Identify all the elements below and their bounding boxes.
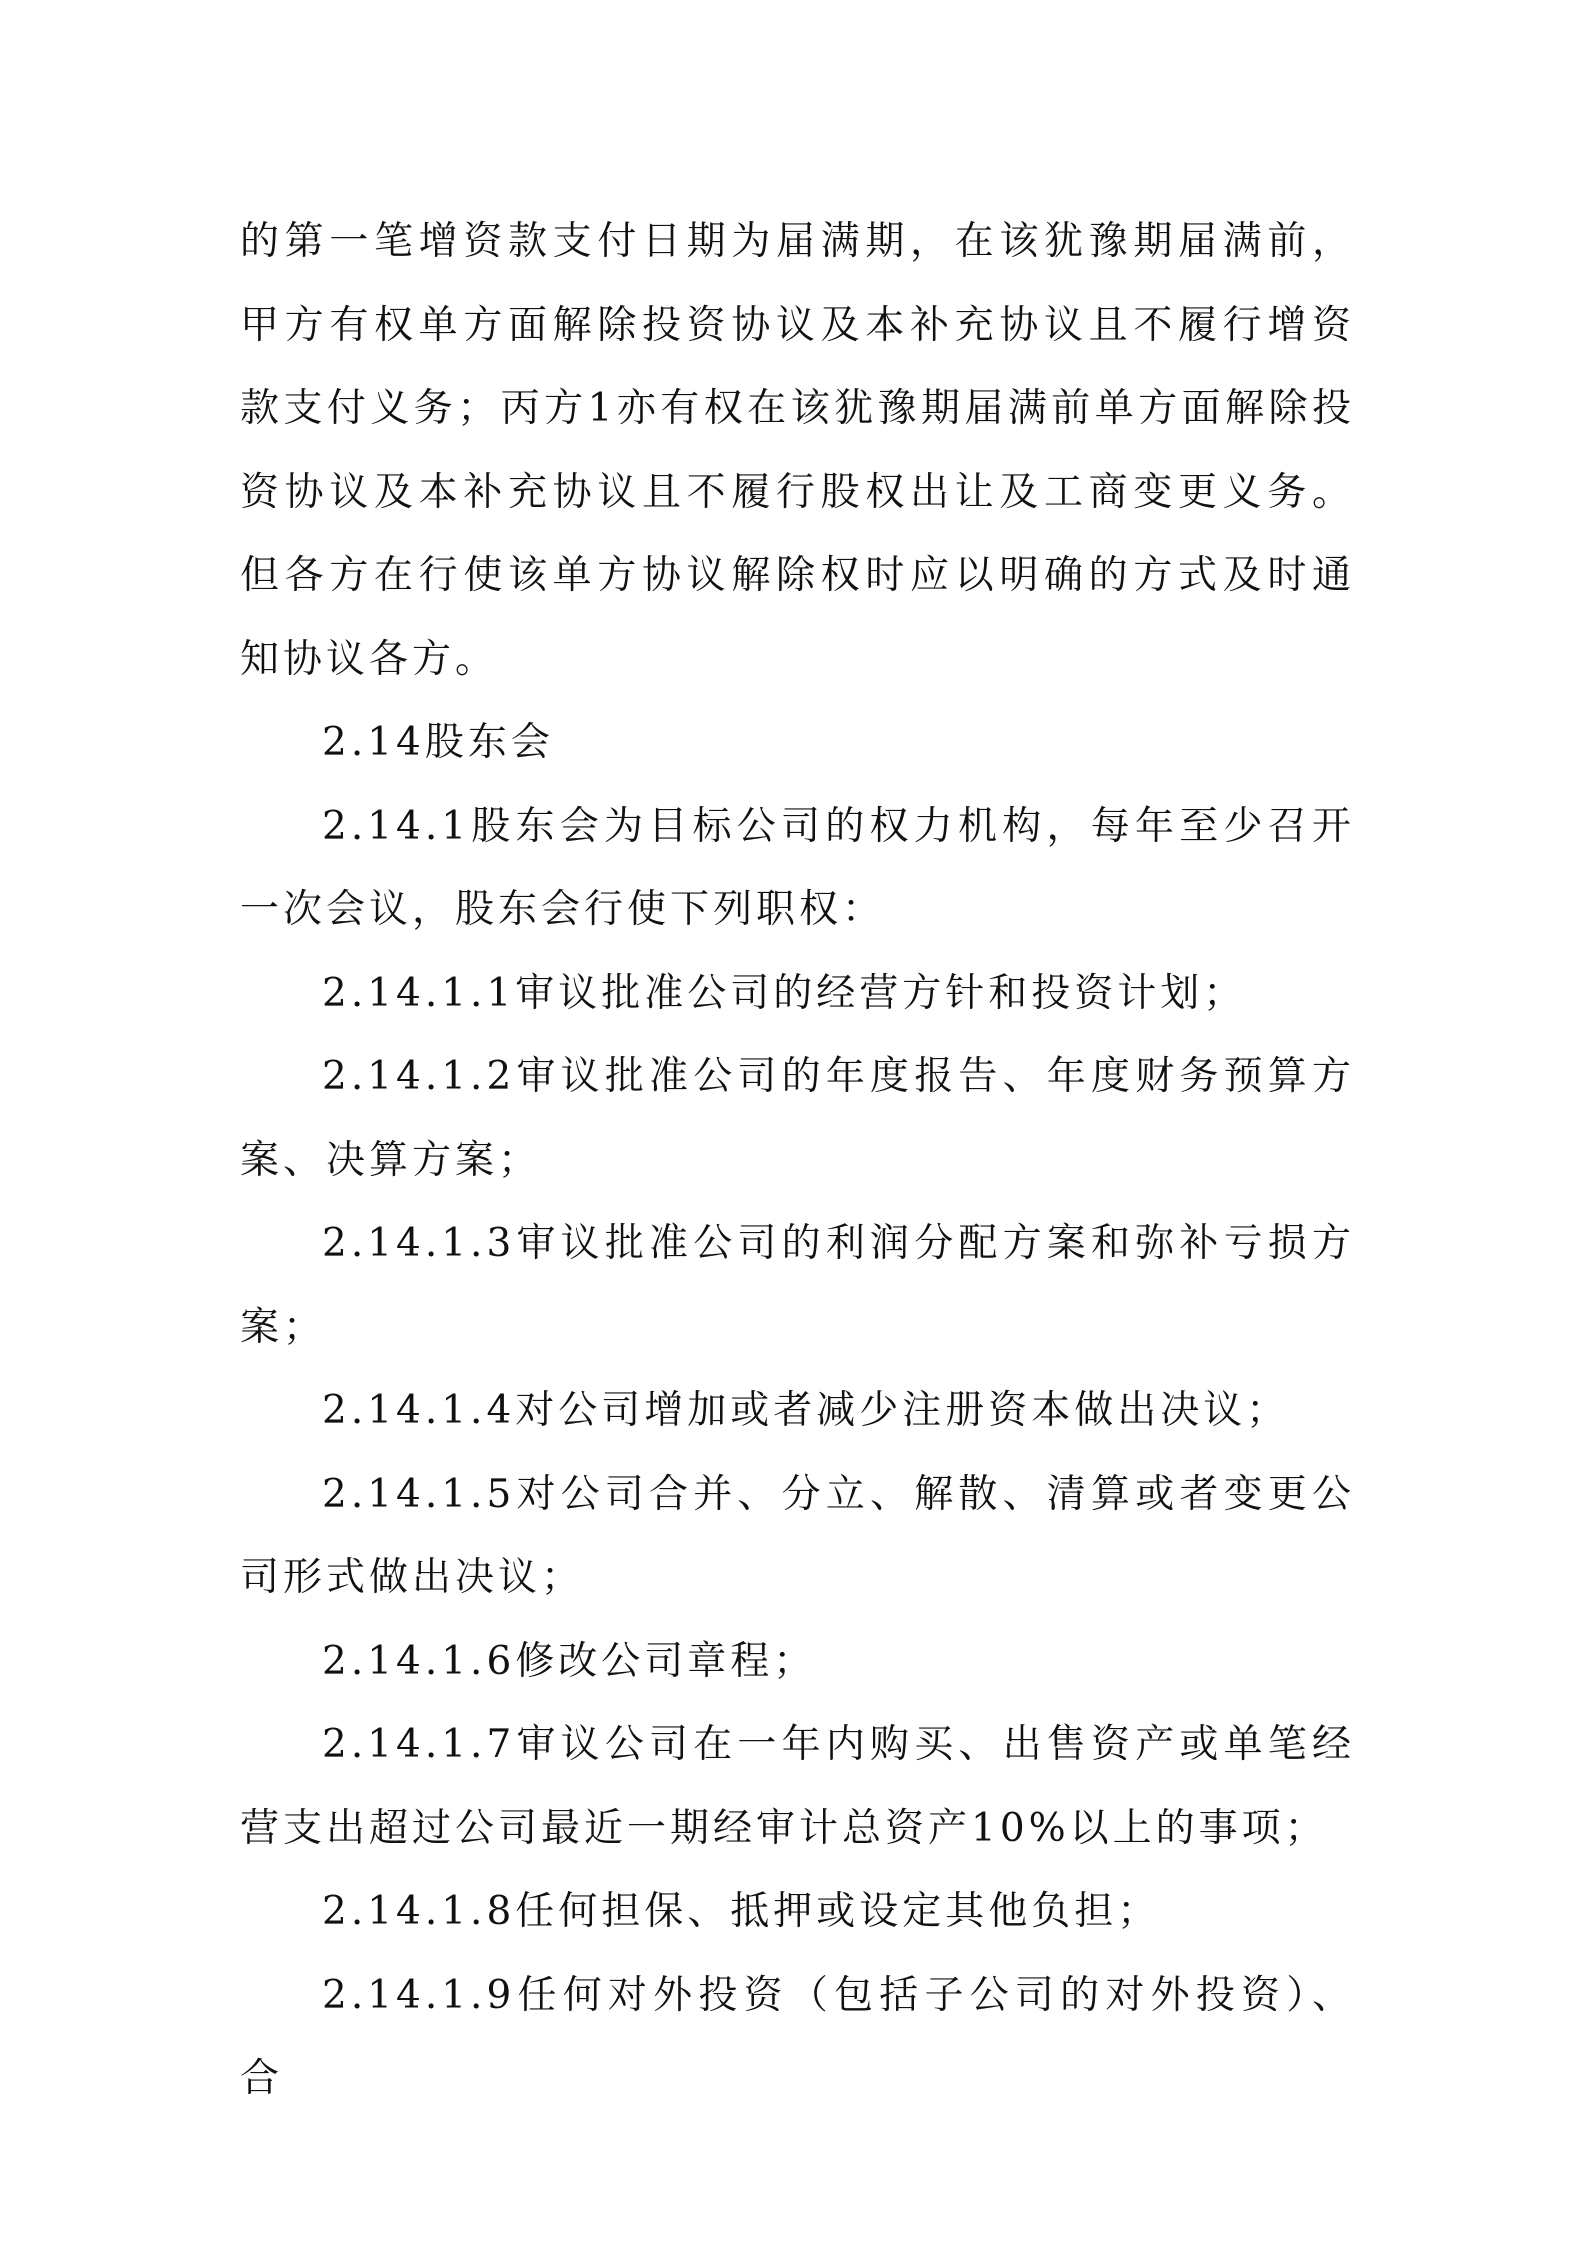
clause-2-14-1: 2.14.1股东会为目标公司的权力机构，每年至少召开一次会议，股东会行使下列职权： [240,803,1355,932]
section-heading-2-14: 2.14股东会 [322,720,554,765]
document-body [240,200,1355,2121]
clause-2-14-1-2: 2.14.1.2审议批准公司的年度报告、年度财务预算方案、决算方案； [240,1054,1355,1183]
clause-2-14-1-8: 2.14.1.8任何担保、抵押或设定其他负担； [322,1889,1161,1934]
clause-2-14-1-6: 2.14.1.6修改公司章程； [322,1638,817,1684]
clause-2-14-1-3: 2.14.1.3审议批准公司的利润分配方案和弥补亏损方案； [240,1221,1355,1350]
clause-2-14-1-4: 2.14.1.4对公司增加或者减少注册资本做出决议； [322,1388,1290,1433]
clause-2-14-1-9: 2.14.1.9任何对外投资（包括子公司的对外投资）、合 [240,1972,1355,2101]
clause-2-14-1-5: 2.14.1.5对公司合并、分立、解散、清算或者变更公司形式做出决议； [240,1471,1355,1600]
clause-2-14-1-1: 2.14.1.1审议批准公司的经营方针和投资计划； [322,970,1247,1016]
clause-2-14-1-7: 2.14.1.7审议公司在一年内购买、出售资产或单笔经营支出超过公司最近一期经审计总资产10%以上的事项； [240,1722,1355,1851]
paragraph-continuation: 的第一笔增资款支付日期为届满期，在该犹豫期届满前，甲方有权单方面解除投资协议及本补充协议且不履行增资款支付义务；丙方1亦有权在该犹豫期届满前单方面解除投资协议及本补充协议且不履行股权出让及工商变更义务。但各方在行使该单方协议解除权时应以明确的方式及时通知协议各方。 [240,219,1355,682]
